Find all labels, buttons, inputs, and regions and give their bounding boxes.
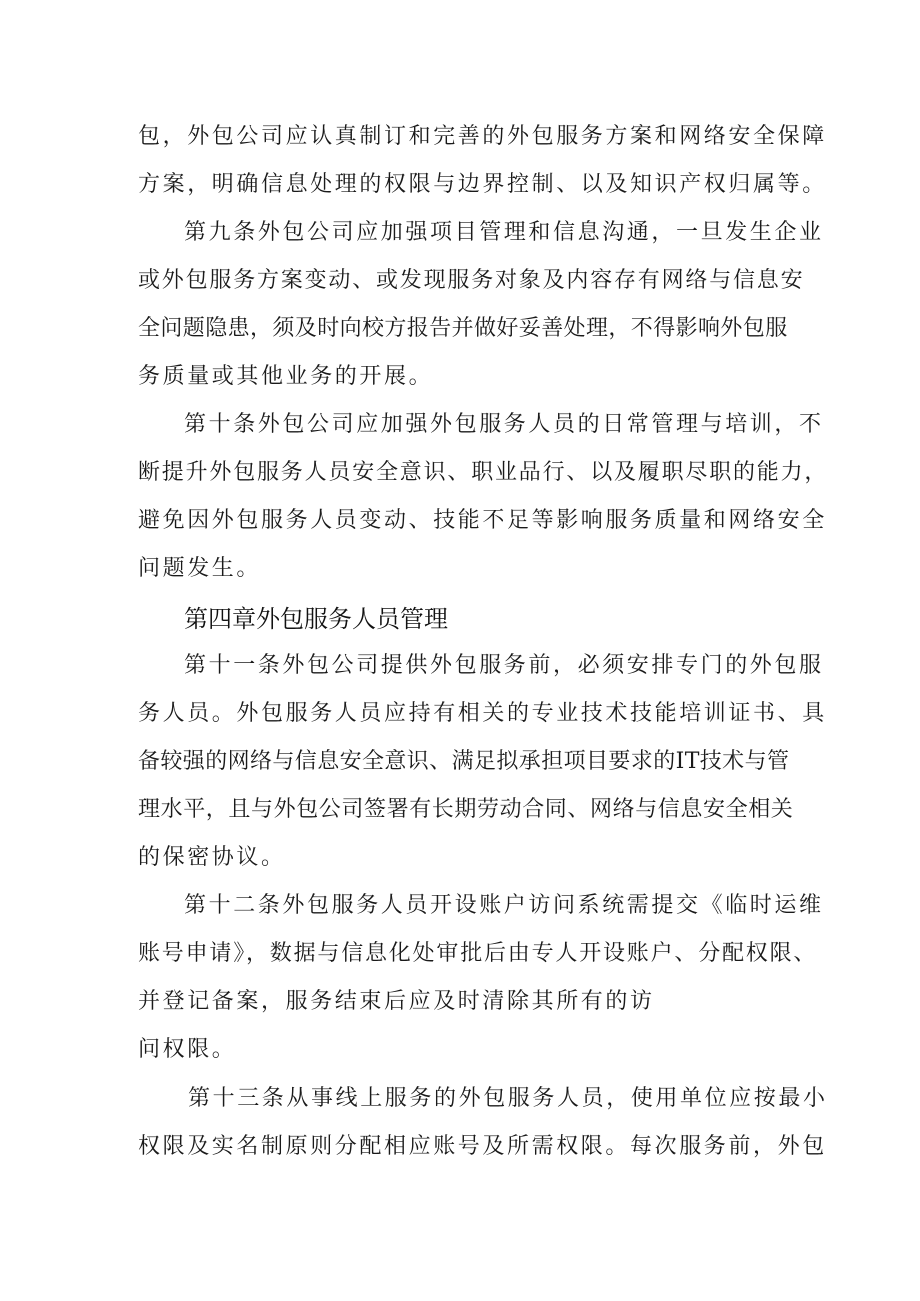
paragraph-article-13: 第十三条从事线上服务的外包服务人员，使用单位应按最小 <box>188 1086 828 1111</box>
chapter-heading: 第四章外包服务人员管理 <box>184 605 448 633</box>
text-line: 的保密协议。 <box>138 845 286 870</box>
paragraph-article-9: 第九条外包公司应加强项目管理和信息沟通，一旦发生企业 <box>184 220 824 245</box>
text-line: 权限及实名制原则分配相应账号及所需权限。每次服务前，外包 <box>138 1134 827 1159</box>
text-line: 全问题隐患，须及时向校方报告并做好妥善处理，不得影响外包服 <box>138 316 788 341</box>
paragraph-article-10: 第十条外包公司应加强外包服务人员的日常管理与培训，不 <box>184 412 824 437</box>
text-line: 断提升外包服务人员安全意识、职业品行、以及履职尽职的能力， <box>138 460 829 485</box>
text-line: 务人员。外包服务人员应持有相关的专业技术技能培训证书、具 <box>138 701 827 726</box>
text-line: 理水平，且与外包公司签署有长期劳动合同、网络与信息安全相关 <box>138 797 794 822</box>
text-line: 务质量或其他业务的开展。 <box>138 364 434 389</box>
text-line: 账号申请》，数据与信息化处审批后由专人开设账户、分配权限、 <box>138 941 818 966</box>
text-line: 问题发生。 <box>138 556 262 581</box>
text-line: 或外包服务方案变动、或发现服务对象及内容存有网络与信息安 <box>138 268 805 293</box>
text-line: 方案，明确信息处理的权限与边界控制、以及知识产权归属等。 <box>138 172 827 197</box>
text-line: 包，外包公司应认真制订和完善的外包服务方案和网络安全保障 <box>138 124 827 149</box>
paragraph-article-11: 第十一条外包公司提供外包服务前，必须安排专门的外包服 <box>184 653 824 678</box>
text-line: 备较强的网络与信息安全意识、满足拟承担项目要求的IT技术与管 <box>138 749 790 774</box>
text-line: 问权限。 <box>138 1037 237 1062</box>
text-line: 并登记备案，服务结束后应及时清除其所有的访 <box>138 989 655 1014</box>
text-line: 避免因外包服务人员变动、技能不足等影响服务质量和网络安全 <box>138 508 827 533</box>
paragraph-article-12: 第十二条外包服务人员开设账户访问系统需提交《临时运维 <box>184 893 824 918</box>
